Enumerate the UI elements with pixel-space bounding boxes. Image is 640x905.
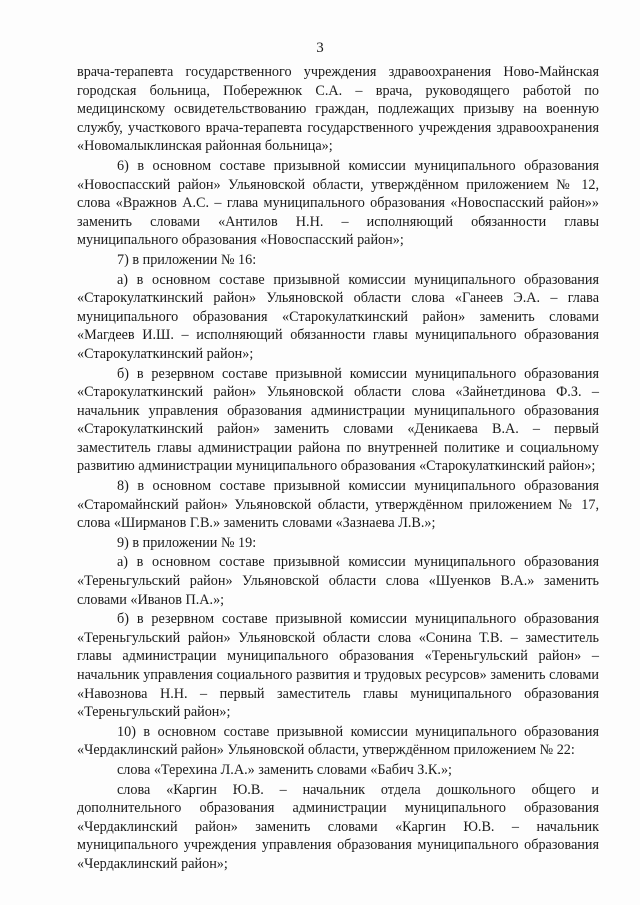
paragraph: 6) в основном составе призывной комиссии муниципального образования «Новоспасский район» Ульяновской области, утверждённом приложением № 12, слова «Вражнов А.С. – глава муниципального образования «Новоспасский район»» заменить словами «Антилов Н.Н. – исполняющий обязанности главы муниципального образования «Новоспасский район»; [77,157,599,249]
paragraph: б) в резервном составе призывной комиссии муниципального образования «Старокулаткинский район» Ульяновской области слова «Зайнетдинова Ф.З. – начальник управления образования администрации муниципального образования «Старокулаткинский район» заменить словами «Деникаева В.А. – первый заместитель главы администрации района по внутренней политике и социальному развитию администрации муниципального образования «Старокулаткинский район»; [77,365,599,475]
paragraph: 7) в приложении № 16: [117,251,257,268]
paragraph: 10) в основном составе призывной комиссии муниципального образования «Чердаклинский район» Ульяновской области, утверждённом приложением № 22: [77,723,599,759]
paragraph: а) в основном составе призывной комиссии муниципального образования «Старокулаткинский район» Ульяновской области слова «Ганеев Э.А. – глава муниципального образования «Старокулаткинский район» заменить словами «Магдеев И.Ш. – исполняющий обязанности главы муниципального образования «Старокулаткинский район»; [77,271,599,362]
paragraph: б) в резервном составе призывной комиссии муниципального образования «Тереньгульский район» Ульяновской области слова «Сонина Т.В. – заместитель главы администрации муниципального образования «Тереньгульский район» – начальник управления социального развития и трудовых ресурсов» заменить словами «Навознова Н.Н. – первый заместитель главы муниципального образования «Тереньгульский район»; [77,611,599,721]
page-number: 3 [316,40,324,56]
paragraph: 9) в приложении № 19: [117,534,257,551]
paragraph: слова «Каргин Ю.В. – начальник отдела дошкольного общего и дополнительного образования администрации муниципального образования «Чердаклинский район» заменить словами «Каргин Ю.В. – начальник муниципального учреждения управления образования муниципального образования «Чердаклинский район»; [77,781,599,872]
paragraph: слова «Терехина Л.А.» заменить словами «Бабич З.К.»; [117,761,452,778]
paragraph: 8) в основном составе призывной комиссии муниципального образования «Старомайнский район» Ульяновской области, утверждённом приложением № 17, слова «Ширманов Г.В.» заменить словами «Зазнаева Л.В.»; [77,478,599,532]
paragraph: врача-терапевта государственного учреждения здравоохранения Ново-Майнская городская больница, Побережнюк С.А. – врача, руководящего работой по медицинскому освидетельствованию граждан, подлежащих призыву на военную службу, участкового врача-терапевта государственного учреждения здравоохранения «Новомалыклинская районная больница»; [77,64,599,155]
paragraph: а) в основном составе призывной комиссии муниципального образования «Тереньгульский район» Ульяновской области слова «Шуенков В.А.» заменить словами «Иванов П.А.»; [77,554,599,608]
document-body [77,63,599,875]
